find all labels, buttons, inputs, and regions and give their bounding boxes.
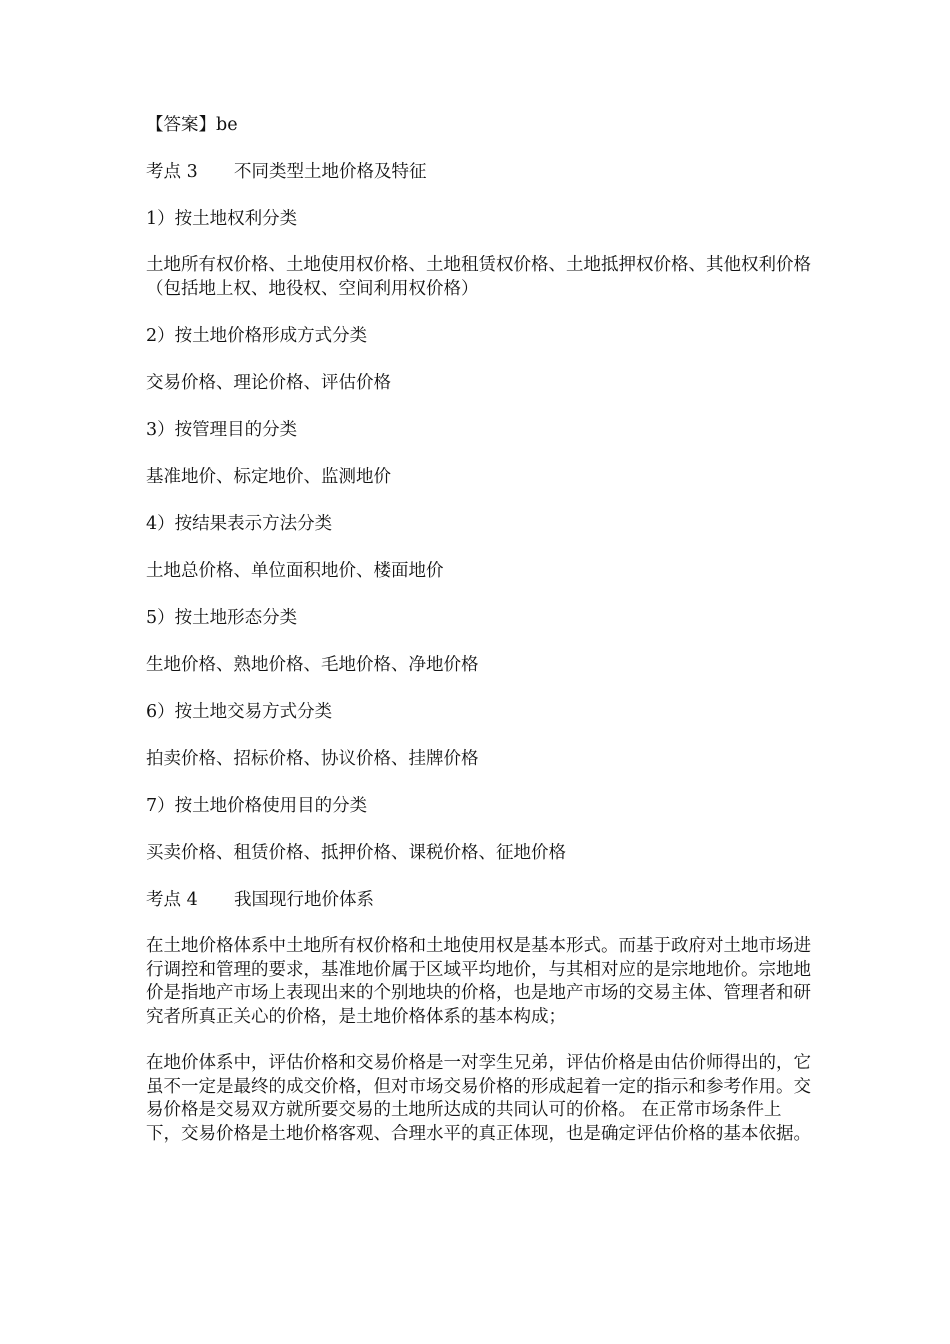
kaodian-4-heading bbox=[146, 888, 814, 912]
category-text-6: 拍卖价格、招标价格、协议价格、挂牌价格 bbox=[146, 749, 479, 769]
category-heading-1: 1）按土地权利分类 bbox=[146, 209, 298, 229]
category-text-5: 生地价格、熟地价格、毛地价格、净地价格 bbox=[146, 655, 479, 675]
kaodian-4-title: 我国现行地价体系 bbox=[234, 890, 374, 910]
category-text-2: 交易价格、理论价格、评估价格 bbox=[146, 373, 391, 393]
category-heading-5: 5）按土地形态分类 bbox=[146, 608, 298, 628]
kaodian-3-label: 考点 3 bbox=[146, 162, 198, 182]
category-heading-6: 6）按土地交易方式分类 bbox=[146, 702, 333, 722]
category-heading-7: 7）按土地价格使用目的分类 bbox=[146, 796, 368, 816]
answer-line: 【答案】be bbox=[146, 115, 238, 135]
category-text-4: 土地总价格、单位面积地价、楼面地价 bbox=[146, 561, 444, 581]
document-page bbox=[146, 113, 814, 1169]
body-paragraph-2: 在地价体系中，评估价格和交易价格是一对孪生兄弟，评估价格是由估价师得出的，它虽不一定是最终的成交价格，但对市场交易价格的形成起着一定的指示和参考作用。交易价格是交易双方就所要交易的土地所达成的共同认可的价格。 在正常市场条件上下，交易价格是土地价格客观、合理水平的真正体现，也是确定评估价格的基本依据。 bbox=[146, 1053, 811, 1144]
kaodian-3-title: 不同类型土地价格及特征 bbox=[234, 162, 427, 182]
kaodian-4-label: 考点 4 bbox=[146, 890, 198, 910]
kaodian-3-heading bbox=[146, 160, 814, 184]
category-heading-3: 3）按管理目的分类 bbox=[146, 420, 298, 440]
category-heading-2: 2）按土地价格形成方式分类 bbox=[146, 326, 368, 346]
category-text-7: 买卖价格、租赁价格、抵押价格、课税价格、征地价格 bbox=[146, 843, 566, 863]
category-heading-4: 4）按结果表示方法分类 bbox=[146, 514, 333, 534]
category-text-3: 基准地价、标定地价、监测地价 bbox=[146, 467, 391, 487]
body-paragraph-1: 在土地价格体系中土地所有权价格和土地使用权是基本形式。而基于政府对土地市场进行调控和管理的要求，基准地价属于区域平均地价，与其相对应的是宗地地价。宗地地价是指地产市场上表现出来的个别地块的价格，也是地产市场的交易主体、管理者和研究者所真正关心的价格，是土地价格体系的基本构成； bbox=[146, 936, 811, 1027]
category-text-1: 土地所有权价格、土地使用权价格、土地租赁权价格、土地抵押权价格、其他权利价格（包括地上权、地役权、空间利用权价格） bbox=[146, 255, 811, 299]
